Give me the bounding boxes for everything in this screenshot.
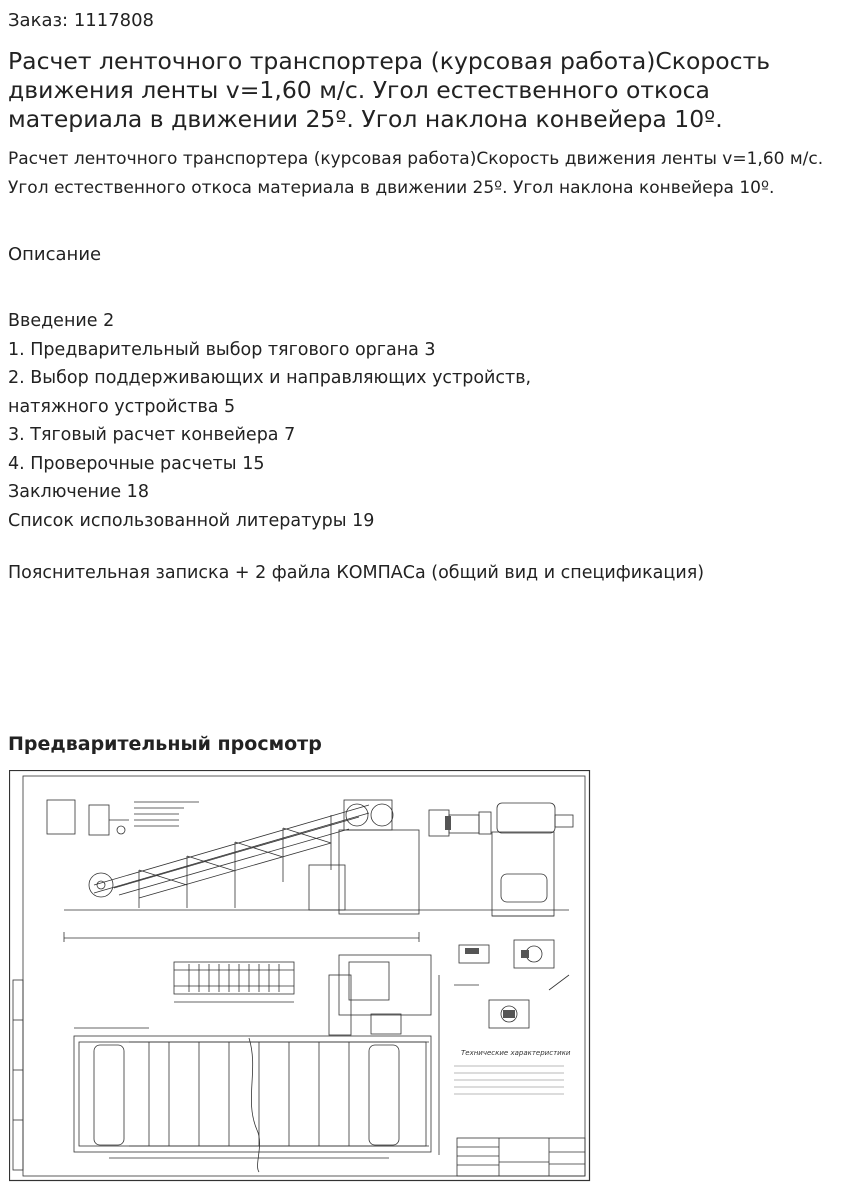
table-of-contents <box>8 307 531 535</box>
toc-item: Заключение 18 <box>8 482 149 502</box>
toc-item: натяжного устройства 5 <box>8 396 236 417</box>
toc-item: Введение 2 <box>8 311 115 331</box>
idler-detail <box>174 962 294 1002</box>
contents-note: Пояснительная записка + 2 файла КОМПАСа (общий вид и спецификация) <box>8 563 705 583</box>
conveyor-plan-view <box>74 955 439 1172</box>
order-number <box>8 10 154 31</box>
description-text: Расчет ленточного транспортера (курсовая работа)Скорость движения ленты v=1,60 м/с. Угол естественного откоса материала в движении 25º. Угол наклона конвейера 10º. <box>8 149 824 198</box>
tech-characteristics-title: Технические характеристики <box>461 1049 571 1057</box>
order-value: 1117808 <box>73 10 155 31</box>
description-heading: Описание <box>8 244 102 265</box>
title-block <box>457 1138 585 1176</box>
toc-item: 2. Выбор поддерживающих и направляющих устройств, <box>8 368 532 388</box>
toc-item: Список использованной литературы 19 <box>8 510 375 531</box>
toc-item: 4. Проверочные расчеты 15 <box>8 453 265 474</box>
order-label: Заказ: <box>8 10 69 31</box>
toc-item: 1. Предварительный выбор тягового органа 3 <box>8 339 436 360</box>
preview-heading: Предварительный просмотр <box>8 733 322 755</box>
toc-item: 3. Тяговый расчет конвейера 7 <box>8 425 296 445</box>
drawing-preview[interactable] <box>9 770 591 1182</box>
page-title: Расчет ленточного транспортера (курсовая работа)Скорость движения ленты v=1,60 м/с. Угол естественного откоса материала в движении 25º. Угол наклона конвейера 10º. <box>8 47 771 133</box>
